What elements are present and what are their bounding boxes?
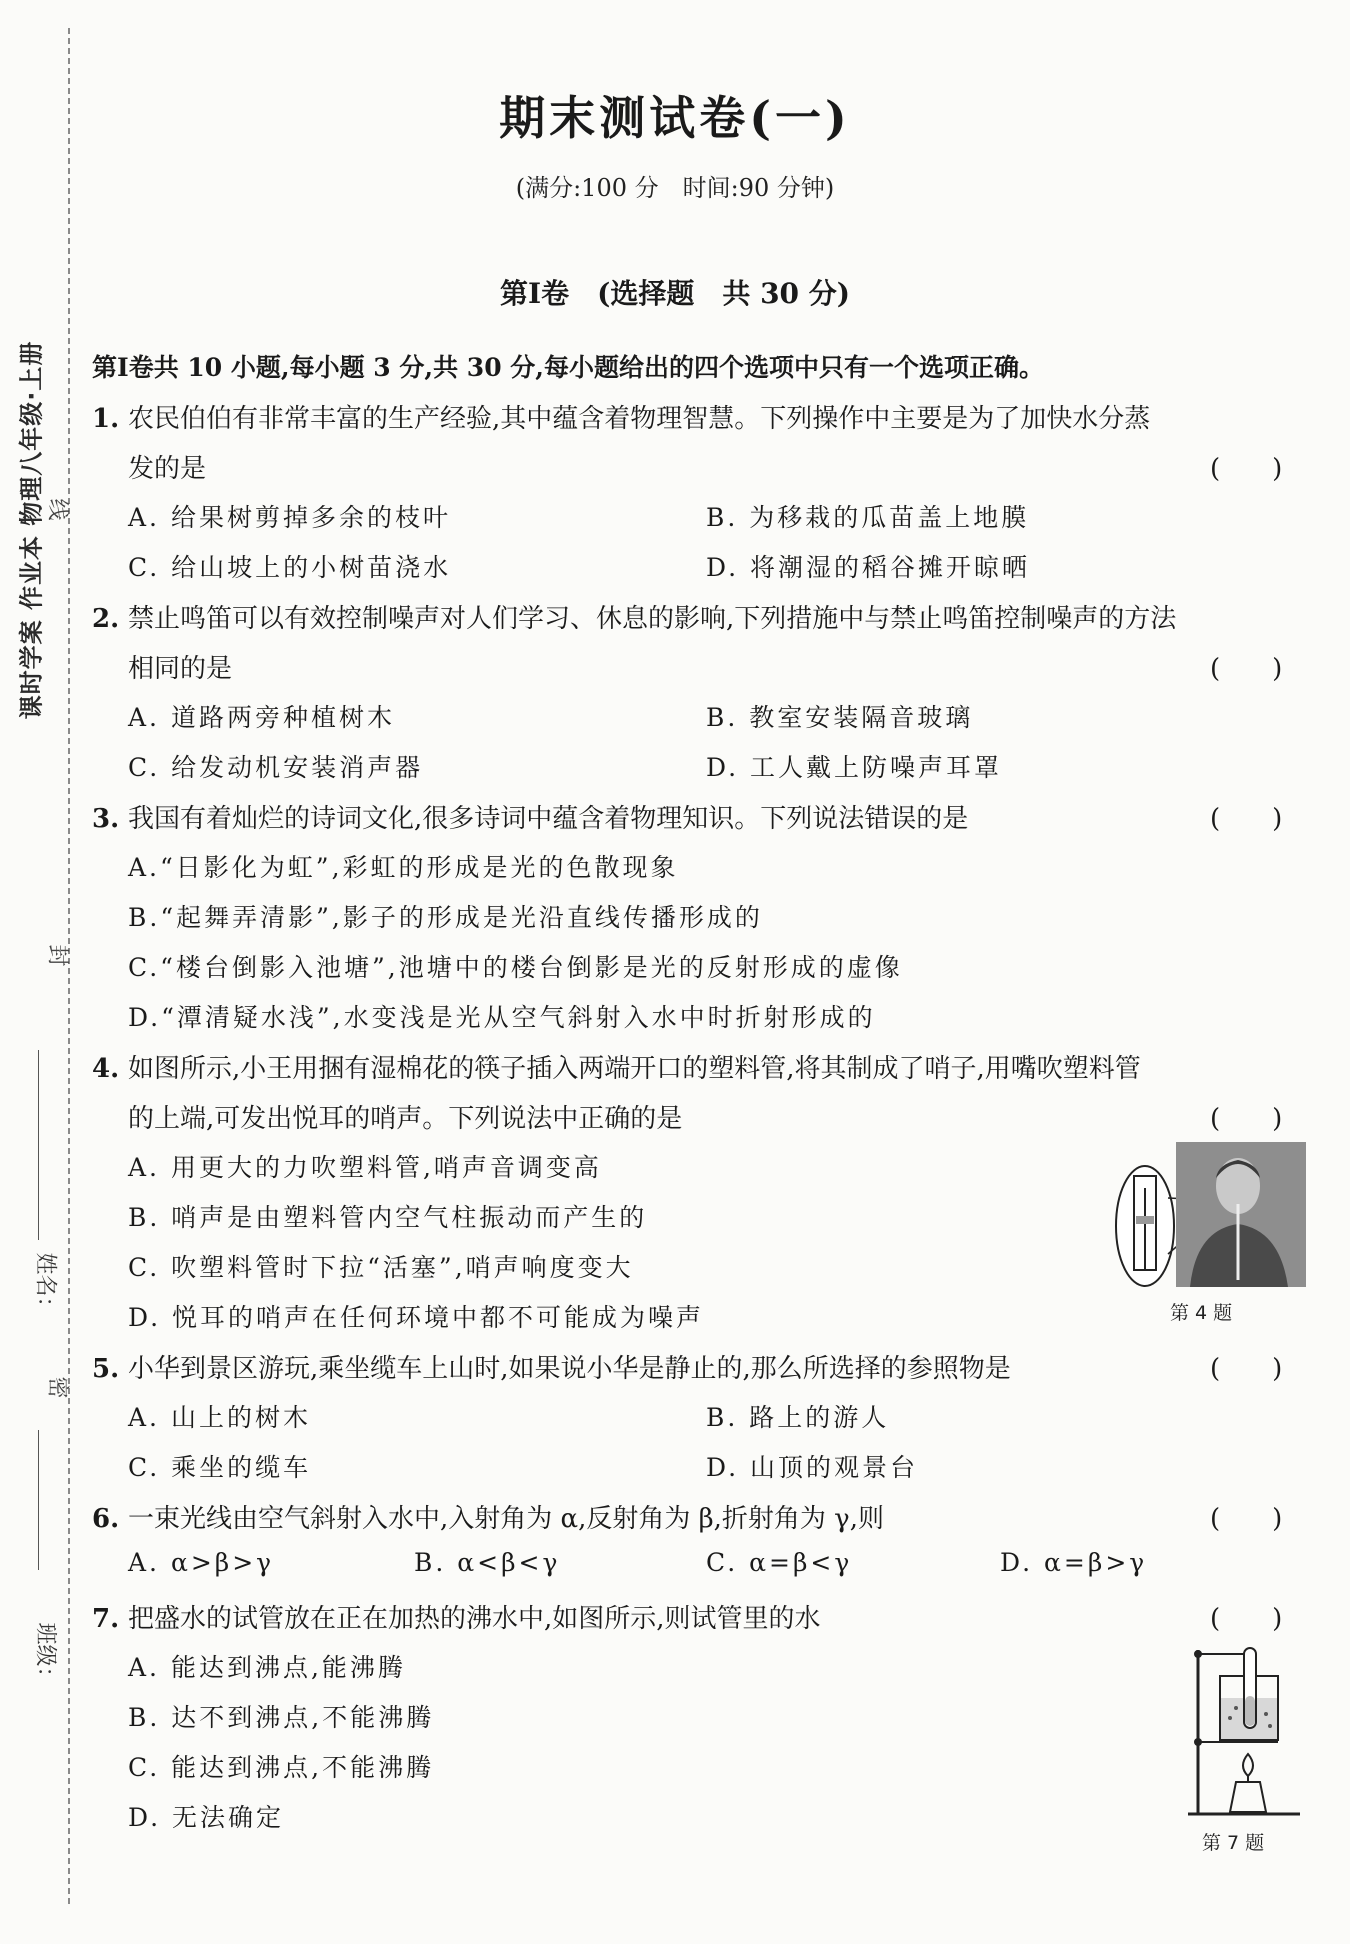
question-text: 我国有着灿烂的诗词文化,很多诗词中蕴含着物理知识。下列说法错误的是 (128, 804, 969, 834)
answer-paren: ( ) (1210, 654, 1283, 684)
option-c: C. α=β<γ (706, 1548, 853, 1577)
option-d: D. 无法确定 (128, 1803, 285, 1832)
page-title: 期末测试卷(一) (499, 91, 851, 145)
question-5 (92, 1348, 1011, 1385)
option-b: B. α<β<γ (414, 1548, 561, 1577)
option-b: B. 达不到沸点,不能沸腾 (128, 1703, 435, 1732)
bubble (1268, 1724, 1272, 1728)
option-c: C. 能达到沸点,不能沸腾 (128, 1753, 435, 1782)
cut-mark-line: 线 (44, 498, 70, 521)
section-title: 第Ⅰ卷 (选择题 共 30 分) (499, 277, 851, 310)
option-c: C.“楼台倒影入池塘”,池塘中的楼台倒影是光的反射形成的虚像 (128, 953, 903, 982)
question-3 (92, 798, 968, 835)
option-c: C. 吹塑料管时下拉“活塞”,哨声响度变大 (128, 1253, 634, 1282)
figure-4-caption: 第 4 题 (1170, 1302, 1233, 1324)
question-text: 一束光线由空气斜射入水中,入射角为 α,反射角为 β,折射角为 γ,则 (128, 1504, 884, 1534)
cut-mark-seal: 封 (44, 944, 70, 967)
question-text: 把盛水的试管放在正在加热的沸水中,如图所示,则试管里的水 (128, 1604, 821, 1634)
question-text-cont: 发的是 (128, 454, 207, 484)
test-tube-water (1245, 1696, 1255, 1726)
bubble (1228, 1716, 1232, 1720)
option-d: D. 工人戴上防噪声耳罩 (706, 753, 1003, 782)
question-number: 3. (92, 804, 120, 834)
option-d: D. 将潮湿的稻谷摊开晾晒 (706, 553, 1031, 582)
option-b: B. 教室安装隔音玻璃 (706, 703, 974, 732)
question-text: 小华到景区游玩,乘坐缆车上山时,如果说小华是静止的,那么所选择的参照物是 (128, 1354, 1011, 1384)
option-c: C. 给发动机安装消声器 (128, 753, 424, 782)
answer-paren: ( ) (1210, 804, 1283, 834)
bubble (1234, 1706, 1238, 1710)
option-d: D. 山顶的观景台 (706, 1453, 919, 1482)
question-text-cont: 相同的是 (128, 654, 233, 684)
option-c: C. 给山坡上的小树苗浇水 (128, 553, 452, 582)
question-number: 6. (92, 1504, 120, 1534)
question-text: 农民伯伯有非常丰富的生产经验,其中蕴含着物理智慧。下列操作中主要是为了加快水分蒸 (128, 404, 1151, 434)
question-7 (92, 1598, 821, 1635)
question-number: 1. (92, 404, 120, 434)
option-b: B. 为移栽的瓜苗盖上地膜 (706, 503, 1030, 532)
option-d: D. α=β>γ (1000, 1548, 1148, 1577)
question-number: 7. (92, 1604, 120, 1634)
heating-apparatus-figure (1180, 1642, 1310, 1818)
option-b: B. 路上的游人 (706, 1403, 890, 1432)
question-number: 4. (92, 1054, 120, 1084)
answer-paren: ( ) (1210, 1354, 1283, 1384)
option-c: C. 乘坐的缆车 (128, 1453, 312, 1482)
question-1 (92, 398, 1150, 435)
option-b: B.“起舞弄清影”,影子的形成是光沿直线传播形成的 (128, 903, 763, 932)
side-book-header: 课时学案 作业本 物理八年级·上册 (17, 340, 46, 720)
option-b: B. 哨声是由塑料管内空气柱振动而产生的 (128, 1203, 648, 1232)
flame (1243, 1754, 1253, 1776)
question-number: 2. (92, 604, 120, 634)
class-blank-line (38, 1430, 39, 1570)
option-a: A. 用更大的力吹塑料管,哨声音调变高 (128, 1153, 602, 1182)
question-6 (92, 1498, 884, 1535)
answer-paren: ( ) (1210, 1504, 1283, 1534)
answer-paren: ( ) (1210, 1104, 1283, 1134)
exam-subtitle: (满分:100 分 时间:90 分钟) (515, 174, 835, 202)
figure-7-caption: 第 7 题 (1202, 1832, 1265, 1854)
answer-paren: ( ) (1210, 454, 1283, 484)
option-a: A.“日影化为虹”,彩虹的形成是光的色散现象 (128, 853, 679, 882)
whistle-cotton (1136, 1216, 1154, 1224)
question-text: 禁止鸣笛可以有效控制噪声对人们学习、休息的影响,下列措施中与禁止鸣笛控制噪声的方法 (128, 604, 1177, 634)
question-4 (92, 1048, 1141, 1085)
option-a: A. 能达到沸点,能沸腾 (128, 1653, 406, 1682)
option-d: D.“潭清疑水浅”,水变浅是光从空气斜射入水中时折射形成的 (128, 1003, 876, 1032)
class-field-label: 班级： (32, 1622, 58, 1689)
whistle-figure (1108, 1142, 1308, 1292)
alcohol-lamp (1230, 1782, 1266, 1812)
question-text-cont: 的上端,可发出悦耳的哨声。下列说法中正确的是 (128, 1104, 683, 1134)
section-instruction: 第Ⅰ卷共 10 小题,每小题 3 分,共 30 分,每小题给出的四个选项中只有一个选项正确。 (92, 353, 1045, 382)
option-d: D. 悦耳的哨声在任何环境中都不可能成为噪声 (128, 1303, 705, 1332)
question-text: 如图所示,小王用捆有湿棉花的筷子插入两端开口的塑料管,将其制成了哨子,用嘴吹塑料管 (128, 1054, 1141, 1084)
bubble (1264, 1712, 1268, 1716)
option-a: A. 给果树剪掉多余的枝叶 (128, 503, 451, 532)
question-number: 5. (92, 1354, 120, 1384)
option-a: A. α>β>γ (128, 1548, 275, 1577)
option-a: A. 道路两旁种植树木 (128, 703, 395, 732)
answer-paren: ( ) (1210, 1604, 1283, 1634)
option-a: A. 山上的树木 (128, 1403, 311, 1432)
cut-mark-secret: 密 (44, 1376, 70, 1399)
name-field-label: 姓名： (32, 1252, 58, 1319)
name-blank-line (38, 1050, 39, 1240)
question-2 (92, 598, 1176, 635)
